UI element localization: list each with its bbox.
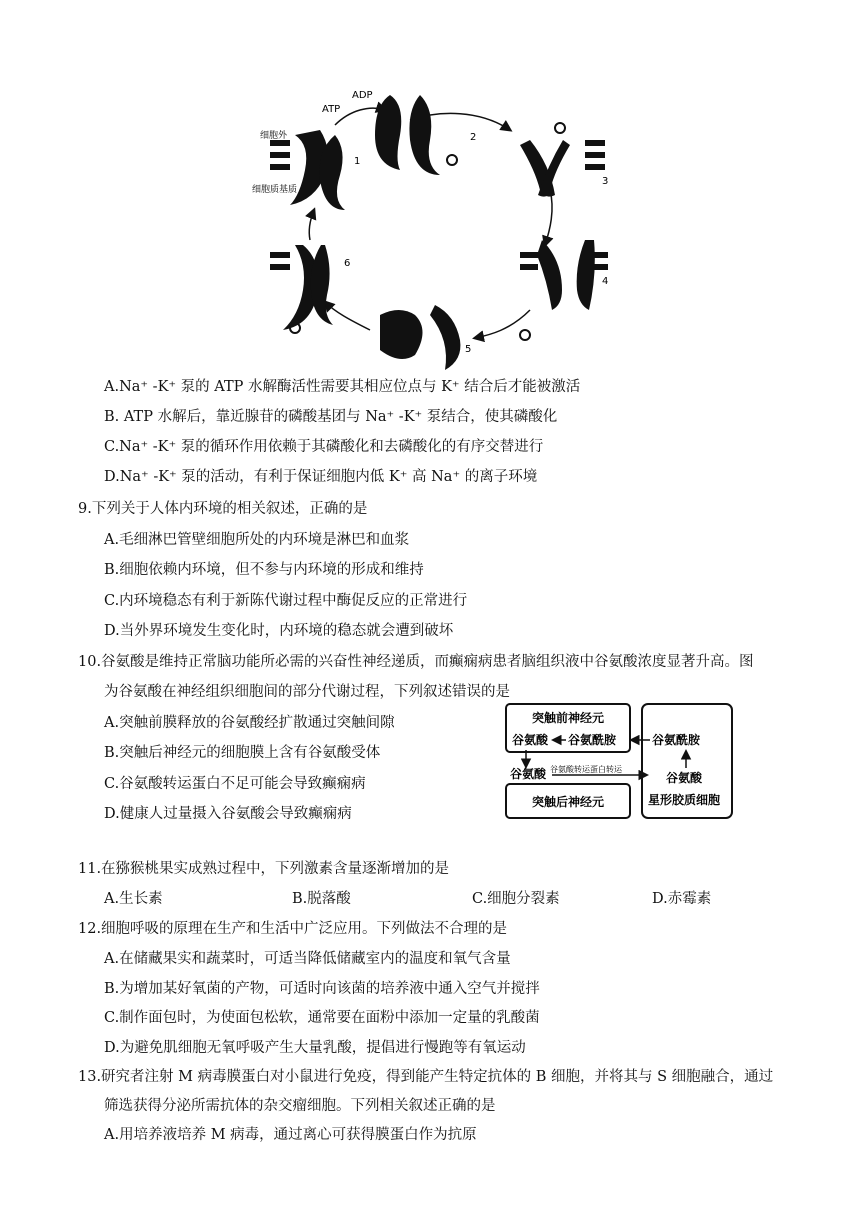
q9-option-d: D.当外界环境发生变化时，内环境的稳态就会遭到破坏	[104, 623, 454, 639]
q8-option-b: B. ATP 水解后，靠近腺苷的磷酸基团与 Na⁺ -K⁺ 泵结合，使其磷酸化	[104, 409, 558, 425]
step-label-4: 4	[602, 276, 609, 287]
q10-option-d: D.健康人过量摄入谷氨酸会导致癫痫病	[104, 806, 352, 822]
step-label-2: 2	[470, 132, 477, 143]
presynaptic-label: 突触前神经元	[532, 711, 605, 725]
pump-state-1	[270, 130, 345, 210]
q8-option-a: A.Na⁺ -K⁺ 泵的 ATP 水解酶活性需要其相应位点与 K⁺ 结合后才能被激活	[104, 379, 581, 395]
q13-stem-line1: 13.研究者注射 M 病毒膜蛋白对小鼠进行免疫，得到能产生特定抗体的 B 细胞，并将其与 S 细胞融合，通过	[78, 1069, 774, 1085]
q9-stem: 9.下列关于人体内环境的相关叙述，正确的是	[78, 501, 368, 517]
glutamate-presynaptic-label: 谷氨酸	[512, 733, 549, 747]
pump-state-5	[380, 305, 530, 370]
glutamine-astrocyte-label: 谷氨酰胺	[652, 733, 701, 747]
q12-option-c: C.制作面包时，为使面包松软，通常要在面粉中添加一定量的乳酸菌	[104, 1010, 540, 1026]
step-label-5: 5	[465, 344, 472, 355]
sodium-potassium-pump-cycle-figure	[240, 80, 640, 370]
adp-label: ADP	[352, 90, 373, 101]
atp-label: ATP	[322, 104, 341, 115]
step-label-1: 1	[354, 156, 361, 167]
q11-option-c: C.细胞分裂素	[472, 891, 560, 907]
q8-option-d: D.Na⁺ -K⁺ 泵的活动，有利于保证细胞内低 K⁺ 高 Na⁺ 的离子环境	[104, 469, 538, 485]
q11-option-d: D.赤霉素	[652, 891, 712, 907]
q10-option-b: B.突触后神经元的细胞膜上含有谷氨酸受体	[104, 745, 381, 761]
q8-option-c: C.Na⁺ -K⁺ 泵的循环作用依赖于其磷酸化和去磷酸化的有序交替进行	[104, 439, 544, 455]
transporter-label: 谷氨酸转运蛋白转运	[550, 765, 622, 774]
pump-cycle-diagram	[240, 80, 640, 370]
cycle-arrow-5-6	[325, 302, 370, 330]
q13-stem-line2: 筛选获得分泌所需抗体的杂交瘤细胞。下列相关叙述正确的是	[104, 1098, 496, 1114]
pump-state-4	[520, 240, 608, 310]
postsynaptic-label: 突触后神经元	[532, 795, 605, 809]
q10-stem-line1: 10.谷氨酸是维持正常脑功能所必需的兴奋性神经递质，而癫痫病患者脑组织液中谷氨酸浓度显著升高。图	[78, 654, 754, 670]
q12-option-d: D.为避免肌细胞无氧呼吸产生大量乳酸，提倡进行慢跑等有氧运动	[104, 1040, 526, 1056]
astrocyte-label: 星形胶质细胞	[648, 793, 721, 807]
q9-option-b: B.细胞依赖内环境，但不参与内环境的形成和维持	[104, 562, 424, 578]
glutamate-flow-svg	[496, 698, 738, 826]
q10-stem-line2: 为谷氨酸在神经组织细胞间的部分代谢过程，下列叙述错误的是	[104, 684, 510, 700]
membrane-label: 细胞质基质	[252, 185, 298, 195]
step-label-6: 6	[344, 258, 351, 269]
glutamine-presynaptic-label: 谷氨酰胺	[568, 733, 617, 747]
q12-option-a: A.在储藏果实和蔬菜时，可适当降低储藏室内的温度和氧气含量	[104, 951, 511, 967]
cycle-arrow-4-5	[475, 310, 530, 338]
glutamate-cleft-label: 谷氨酸	[510, 767, 547, 781]
q10-option-a: A.突触前膜释放的谷氨酸经扩散通过突触间隙	[104, 715, 395, 731]
glutamate-metabolism-diagram	[496, 698, 738, 826]
step-label-3: 3	[602, 176, 609, 187]
q11-option-a: A.生长素	[104, 891, 163, 907]
pump-state-3	[520, 123, 605, 197]
pump-state-6	[270, 245, 333, 333]
q11-option-b: B.脱落酸	[292, 891, 351, 907]
cycle-arrow-6-1	[309, 210, 314, 240]
glutamate-astrocyte-label: 谷氨酸	[666, 771, 703, 785]
q13-option-a: A.用培养液培养 M 病毒，通过离心可获得膜蛋白作为抗原	[104, 1127, 477, 1143]
q11-stem: 11.在猕猴桃果实成熟过程中，下列激素含量逐渐增加的是	[78, 861, 450, 877]
q12-option-b: B.为增加某好氧菌的产物，可适时向该菌的培养液中通入空气并搅拌	[104, 981, 540, 997]
q12-stem: 12.细胞呼吸的原理在生产和生活中广泛应用。下列做法不合理的是	[78, 921, 508, 937]
q9-option-a: A.毛细淋巴管壁细胞所处的内环境是淋巴和血浆	[104, 532, 410, 548]
q9-option-c: C.内环境稳态有利于新陈代谢过程中酶促反应的正常进行	[104, 593, 468, 609]
outside-label: 细胞外	[260, 131, 288, 141]
cycle-arrow-3-4	[545, 190, 552, 245]
pump-state-2	[375, 95, 457, 175]
q10-option-c: C.谷氨酸转运蛋白不足可能会导致癫痫病	[104, 776, 366, 792]
